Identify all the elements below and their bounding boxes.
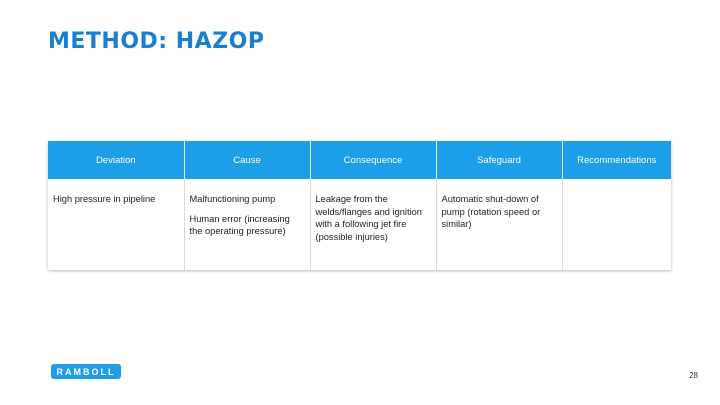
cause-text-1: Malfunctioning pump [189,194,276,204]
header-recommendations: Recommendations [562,141,671,179]
page-number: 28 [689,371,698,380]
header-deviation: Deviation [48,141,184,179]
header-cause: Cause [184,141,310,179]
cause-text-2: Human error (increasing the operating pressure) [189,213,290,236]
ramboll-logo [51,364,121,379]
deviation-text: High pressure in pipeline [53,194,156,204]
cell-cause [184,179,310,270]
consequence-text: Leakage from the welds/flanges and ignition with a following jet fire (possible injuries) [315,194,422,242]
cell-deviation [48,179,184,270]
header-safeguard: Safeguard [436,141,562,179]
hazop-table [48,141,671,270]
header-consequence: Consequence [310,141,436,179]
slide-title: METHOD: HAZOP [48,29,265,54]
cell-recommendations [562,179,671,270]
cell-safeguard [436,179,562,270]
table-row [48,179,671,270]
safeguard-text: Automatic shut-down of pump (rotation speed or similar) [441,194,541,229]
logo-text: RAMBOLL [56,366,116,377]
cell-consequence [310,179,436,270]
table-header-row [48,141,671,179]
